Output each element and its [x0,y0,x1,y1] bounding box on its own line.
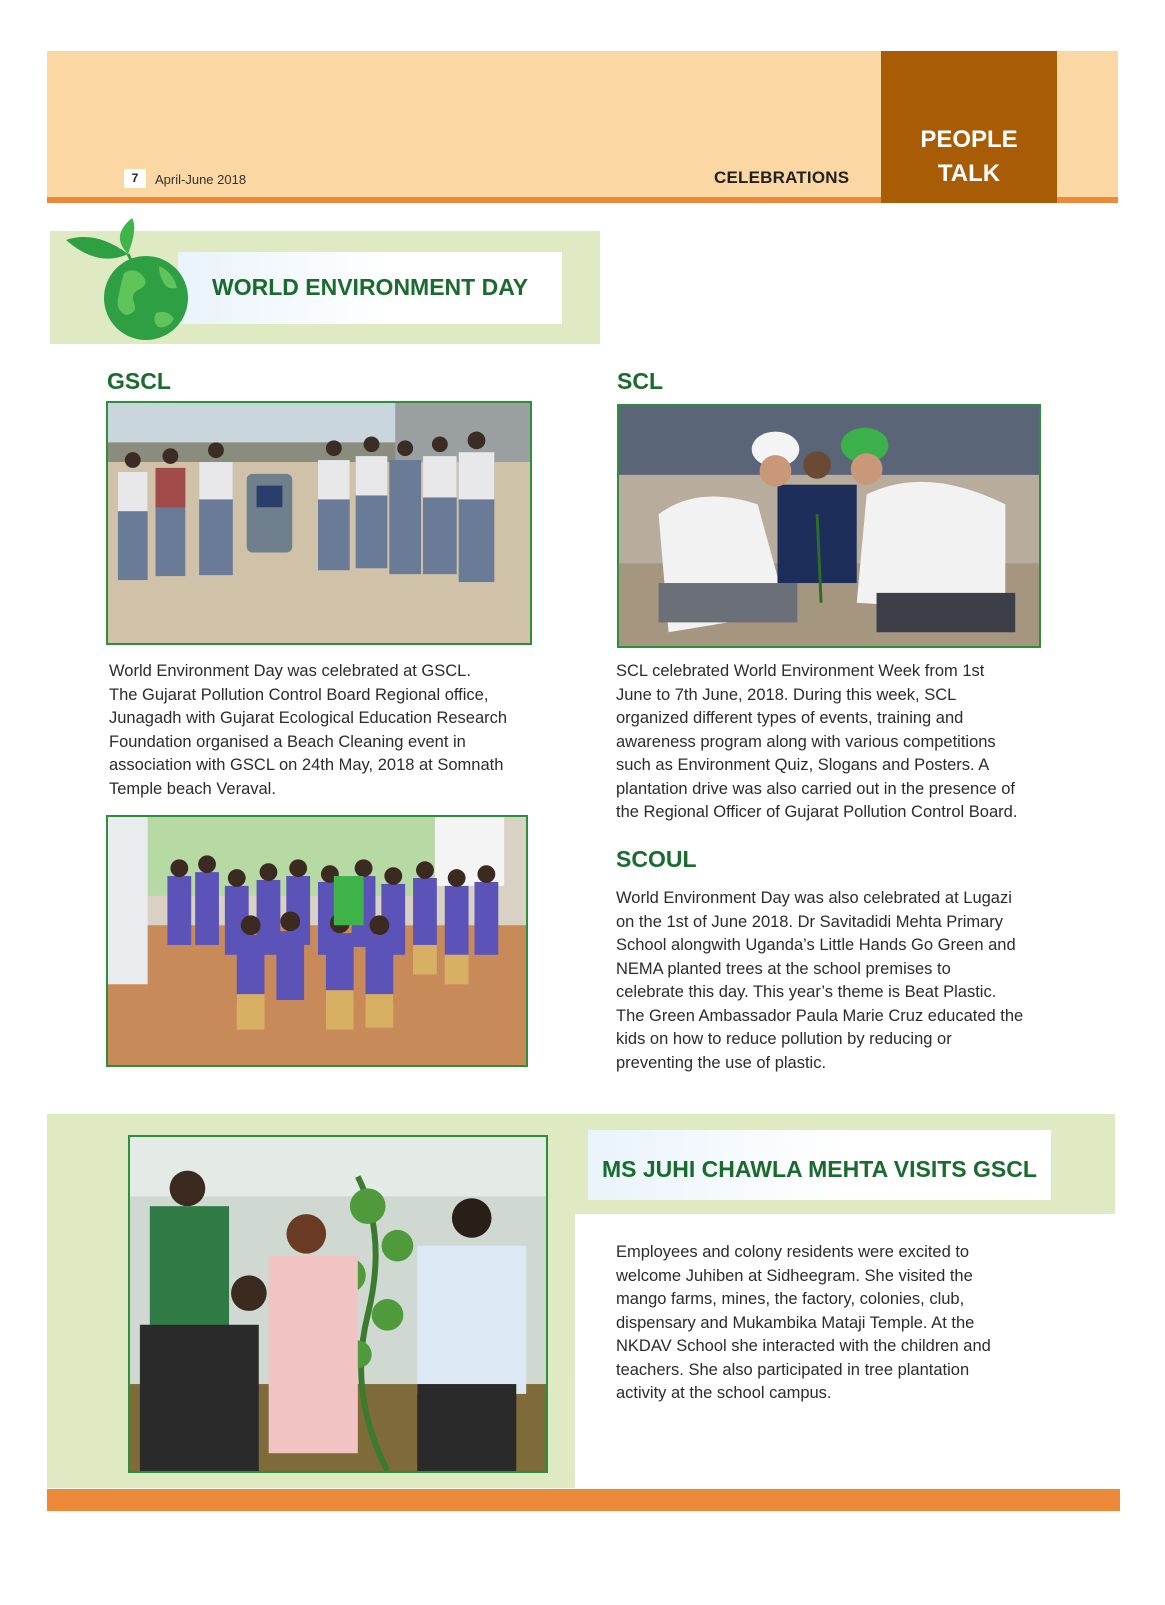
scl-plantation-photo [617,404,1041,648]
publication-name-line2: TALK [937,160,1001,187]
juhi-heading: MS JUHI CHAWLA MEHTA VISITS GSCL [602,1156,1037,1182]
gscl-heading: GSCL [107,368,171,394]
page-number: 7 [124,169,146,188]
issue-date: April-June 2018 [155,172,247,187]
publication-name-line1: PEOPLE [920,126,1018,153]
banner-title: WORLD ENVIRONMENT DAY [212,274,529,300]
juhi-tree-plantation-photo [128,1135,548,1473]
juhi-body-text: Employees and colony residents were excited to welcome Juhiben at Sidheegram. She visited the mango farms, mines, the factory, colonies, club, dispensary and Mukambika Mataji Temple. At the NKDAV School she interacted with the children and teachers. She also participated in tree plantation activity at the school campus. [616,1243,991,1402]
footer-bar [47,1489,1120,1511]
scl-heading: SCL [617,368,663,394]
gscl-beach-cleaning-photo [106,401,532,645]
globe-leaf-icon [64,218,194,348]
scoul-body-text: World Environment Day was also celebrated at Lugazi on the 1st of June 2018. Dr Savitadidi Mehta Primary School alongwith Uganda’s Little Hands Go Green and NEMA planted trees at the school premises to celebrate this day. This year’s theme is Beat Plastic. The Green Ambassador Paula Marie Cruz educated the kids on how to reduce pollution by reducing or preventing the use of plastic. [616,889,1024,1072]
publication-badge [881,51,1057,203]
gscl-body-text: World Environment Day was celebrated at GSCL. The Gujarat Pollution Control Board Regional office, Junagadh with Gujarat Ecological Education Research Foundation organised a Beach Cleaning event in association with GSCL on 24th May, 2018 at Somnath Temple beach Veraval. [109,662,508,798]
scoul-heading: SCOUL [616,846,697,872]
scl-body-text: SCL celebrated World Environment Week from 1st June to 7th June, 2018. During this week, SCL organized different types of events, training and awareness program along with various competitions such as Environment Quiz, Slogans and Posters. A plantation drive was also carried out in the presence of the Regional Officer of Gujarat Pollution Control Board. [616,662,1018,821]
scoul-students-photo [106,815,528,1067]
section-label: CELEBRATIONS [714,168,850,187]
